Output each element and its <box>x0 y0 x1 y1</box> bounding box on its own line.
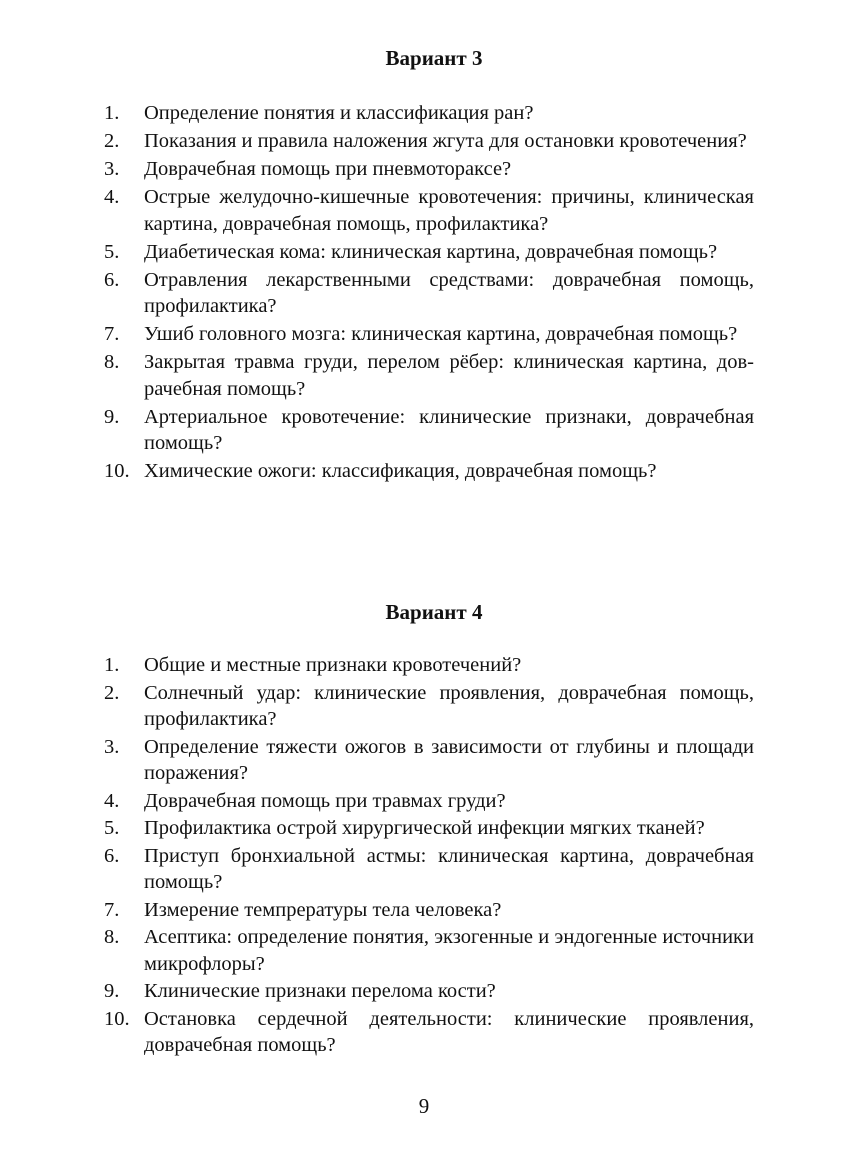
question-list <box>0 652 844 1060</box>
question-number: 6. <box>104 844 120 867</box>
question-text: Артериальное кровотечение: клинические признаки, доврачебная помощь? <box>144 405 754 454</box>
question-number: 2. <box>104 681 120 704</box>
question-text: Асептика: определение понятия, экзогенные и эндогенные источники микрофлоры? <box>144 926 754 975</box>
question-text: Солнечный удар: клинические проявления, доврачебная помощь, профилактика? <box>144 681 754 730</box>
question-item <box>0 156 844 183</box>
question-text: Приступ бронхиальной астмы: клиническая картина, доврачебная помощь? <box>144 844 754 893</box>
question-number: 3. <box>104 735 120 758</box>
question-number: 1. <box>104 102 120 124</box>
question-item <box>0 815 844 842</box>
question-number: 7. <box>104 323 120 345</box>
question-item <box>0 734 844 787</box>
question-number: 8. <box>104 926 120 948</box>
question-text: Определение понятия и классификация ран? <box>144 102 534 124</box>
question-item <box>0 321 844 348</box>
question-text: Острые желудочно-кишечные кровотечения: причины, клиническая картина, доврачебная помощь, профилактика? <box>144 186 754 235</box>
question-text: Ушиб головного мозга: клиническая картина, доврачебная помощь? <box>144 323 738 345</box>
question-text: Общие и местные признаки кровотечений? <box>144 654 522 676</box>
question-number: 4. <box>104 186 120 208</box>
question-item <box>0 100 844 127</box>
question-number: 7. <box>104 898 120 921</box>
question-item <box>0 1006 844 1059</box>
question-item <box>0 843 844 896</box>
question-text: Клинические признаки перелома кости? <box>144 980 496 1002</box>
question-item <box>0 349 844 402</box>
question-item <box>0 978 844 1005</box>
variant-3-section <box>0 44 844 482</box>
question-text: Диабетическая кома: клиническая картина, доврачебная помощь? <box>144 240 718 263</box>
question-item <box>0 404 844 457</box>
question-number: 2. <box>104 130 120 152</box>
question-text: Профилактика острой хирургической инфекции мягких тканей? <box>144 817 705 839</box>
question-number: 8. <box>104 351 120 373</box>
question-text: Доврачебная помощь при пневмотораксе? <box>144 158 512 180</box>
question-item <box>0 924 844 977</box>
question-number: 9. <box>104 980 120 1002</box>
question-text: Отравления лекарственными средствами: доврачебная помощь, профилактика? <box>144 268 754 317</box>
question-item <box>0 652 844 679</box>
question-number: 10. <box>104 1007 130 1030</box>
question-item <box>0 184 844 237</box>
page-number: 9 <box>418 1094 430 1118</box>
question-list <box>0 100 844 486</box>
question-item <box>0 267 844 320</box>
question-text: Закрытая травма груди, перелом рёбер: клиническая картина, доврачебная помощь? <box>144 351 754 400</box>
question-item <box>0 239 844 266</box>
question-text: Показания и правила наложения жгута для остановки кровотечения? <box>144 130 747 152</box>
question-item <box>0 458 844 485</box>
variant-4-section <box>0 598 844 1056</box>
question-item <box>0 128 844 155</box>
question-text: Определение тяжести ожогов в зависимости от глубины и площади поражения? <box>144 735 754 784</box>
question-number: 1. <box>104 654 120 676</box>
question-number: 3. <box>104 158 120 180</box>
question-number: 5. <box>104 240 120 263</box>
question-number: 5. <box>104 817 120 839</box>
question-number: 4. <box>104 789 120 812</box>
section-title: Вариант 4 <box>385 600 483 624</box>
question-text: Измерение темпрературы тела человека? <box>144 898 502 921</box>
question-number: 6. <box>104 268 120 291</box>
question-item <box>0 680 844 733</box>
question-text: Доврачебная помощь при травмах груди? <box>144 789 506 812</box>
question-text: Остановка сердечной деятельности: клинические проявления, доврачебная помощь? <box>144 1007 754 1056</box>
question-number: 9. <box>104 405 120 428</box>
question-number: 10. <box>104 460 130 482</box>
section-title: Вариант 3 <box>385 46 483 70</box>
question-item <box>0 897 844 924</box>
question-item <box>0 788 844 815</box>
question-text: Химические ожоги: классификация, доврачебная помощь? <box>144 460 657 482</box>
